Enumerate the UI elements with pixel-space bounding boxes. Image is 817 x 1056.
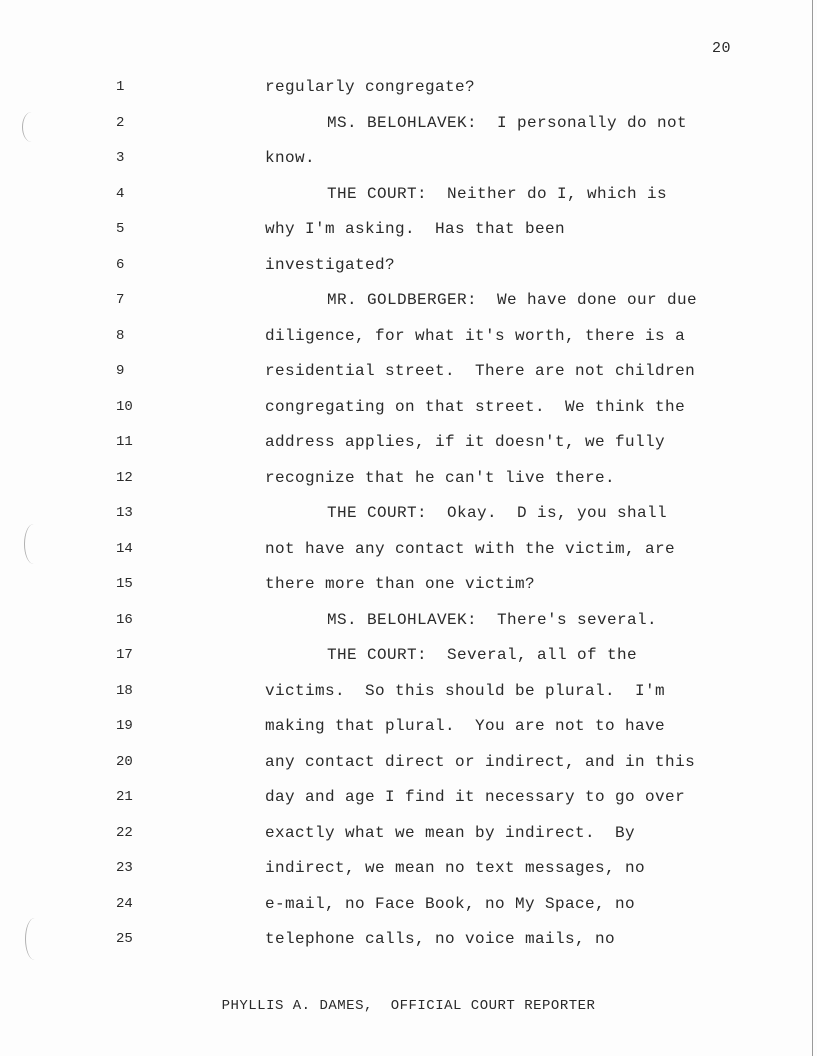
line-number: 5 [116,221,125,237]
line-number: 8 [116,327,125,344]
line-text: know. [265,149,316,167]
transcript-line [0,183,810,219]
transcript-line [0,822,810,858]
line-number: 22 [116,824,133,841]
line-text: making that plural. You are not to have [265,717,666,735]
line-number: 16 [116,611,133,628]
transcript-line [0,467,810,503]
line-number: 3 [116,150,125,166]
line-text: any contact direct or indirect, and in this [265,752,696,771]
line-text: MS. BELOHLAVEK: I personally do not [327,113,688,132]
line-number: 24 [116,895,133,912]
line-text: congregating on that street. We think the [265,397,686,416]
line-number: 20 [116,753,133,770]
line-text: not have any contact with the victim, are [265,539,676,558]
line-number: 12 [116,469,133,486]
line-text: telephone calls, no voice mails, no [265,930,616,948]
page-edge-line [812,0,813,1056]
line-text: regularly congregate? [265,78,476,96]
line-text: address applies, if it doesn't, we fully [265,433,666,451]
line-text: day and age I find it necessary to go over [265,788,686,806]
transcript-line [0,715,810,751]
line-number: 10 [116,398,133,415]
line-text: victims. So this should be plural. I'm [265,681,666,700]
line-number: 1 [116,79,125,95]
transcript-line [0,786,810,822]
line-number: 19 [116,718,133,734]
line-text: THE COURT: Neither do I, which is [327,184,668,203]
transcript-line [0,609,810,645]
transcript-line [0,76,810,112]
line-number: 4 [116,185,125,202]
transcript-line [0,751,810,787]
transcript-lines [0,76,810,964]
line-text: THE COURT: Several, all of the [327,646,638,664]
transcript-line [0,254,810,290]
line-text: MS. BELOHLAVEK: There's several. [327,610,658,629]
transcript-line [0,502,810,538]
transcript-line [0,893,810,929]
line-number: 23 [116,860,133,876]
transcript-line [0,147,810,183]
line-text: why I'm asking. Has that been [265,220,566,238]
line-number: 21 [116,789,133,805]
line-text: there more than one victim? [265,575,536,593]
transcript-line [0,325,810,361]
line-text: exactly what we mean by indirect. By [265,823,636,842]
line-number: 6 [116,256,125,273]
line-number: 11 [116,434,133,450]
line-number: 7 [116,292,125,308]
line-number: 13 [116,505,133,521]
transcript-line [0,680,810,716]
line-text: indirect, we mean no text messages, no [265,859,646,877]
transcript-line [0,218,810,254]
transcript-line [0,431,810,467]
transcript-line [0,857,810,893]
line-number: 2 [116,114,125,131]
line-number: 17 [116,647,133,663]
line-text: recognize that he can't live there. [265,468,616,487]
line-number: 25 [116,931,133,947]
transcript-line [0,644,810,680]
transcript-line [0,289,810,325]
line-number: 18 [116,682,133,699]
line-number: 14 [116,540,133,557]
transcript-line [0,112,810,148]
transcript-line [0,360,810,396]
line-text: MR. GOLDBERGER: We have done our due [327,291,698,309]
line-number: 9 [116,363,125,379]
line-text: diligence, for what it's worth, there is a [265,326,686,345]
transcript-line [0,928,810,964]
line-text: e-mail, no Face Book, no My Space, no [265,894,636,913]
transcript-line [0,573,810,609]
line-text: residential street. There are not children [265,362,696,380]
line-text: THE COURT: Okay. D is, you shall [327,504,668,522]
page-number: 20 [712,40,732,57]
line-text: investigated? [265,255,396,274]
line-number: 15 [116,576,133,592]
transcript-line [0,396,810,432]
court-reporter-footer: PHYLLIS A. DAMES, OFFICIAL COURT REPORTER [221,998,596,1014]
transcript-line [0,538,810,574]
